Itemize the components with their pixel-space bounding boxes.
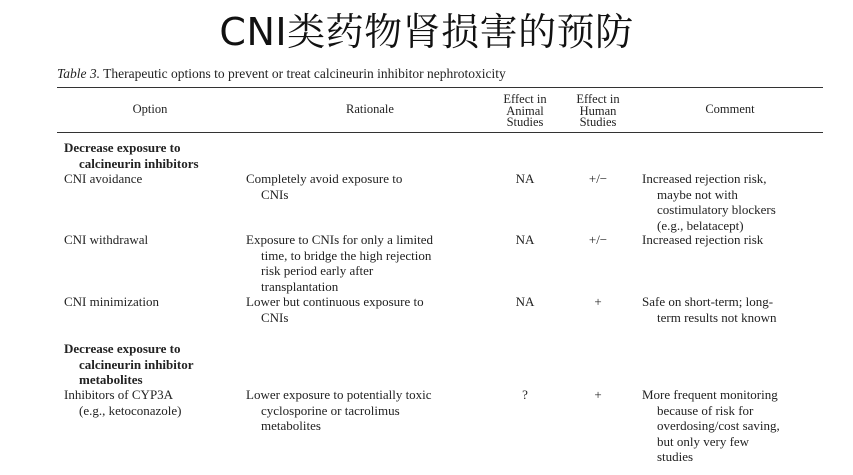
rationale-line: Completely avoid exposure to bbox=[246, 171, 403, 186]
section-heading-line: calcineurin inhibitor bbox=[79, 356, 194, 372]
row-animal-effect: NA bbox=[515, 294, 535, 309]
row-comment: Increased rejection risk bbox=[642, 232, 764, 247]
row-option: CNI minimization bbox=[64, 294, 159, 309]
header-animal-line: Animal bbox=[506, 103, 544, 118]
row-animal-effect: ? bbox=[522, 387, 528, 402]
rationale-line: time, to bridge the high rejection bbox=[261, 247, 432, 263]
header-option: Option bbox=[132, 102, 168, 116]
rationale-line: transplantation bbox=[261, 278, 339, 294]
rationale-line: risk period early after bbox=[261, 263, 374, 278]
row-human-effect: + bbox=[594, 387, 602, 402]
rationale-line: cyclosporine or tacrolimus bbox=[261, 402, 400, 418]
comment-line: because of risk for bbox=[657, 402, 754, 418]
rationale-line: metabolites bbox=[261, 418, 321, 433]
table-top-rule bbox=[57, 87, 823, 88]
row-human-effect: +/− bbox=[588, 171, 608, 186]
row-human-effect: +/− bbox=[588, 232, 608, 247]
rationale-line: Lower but continuous exposure to bbox=[246, 294, 424, 309]
row-rationale bbox=[246, 232, 496, 294]
caption-label: Table 3. bbox=[57, 66, 101, 81]
header-comment: Comment bbox=[705, 102, 755, 116]
comment-line: Increased rejection risk, bbox=[642, 171, 767, 186]
header-animal-line: Effect in bbox=[503, 92, 547, 106]
comment-line: but only very few bbox=[657, 433, 750, 449]
table-header-rule bbox=[57, 132, 823, 133]
rationale-line: CNIs bbox=[261, 309, 289, 325]
header-rationale: Rationale bbox=[346, 102, 394, 116]
section-heading-line: Decrease exposure to bbox=[64, 341, 181, 356]
comment-line: Safe on short-term; long- bbox=[642, 294, 774, 309]
caption-text: Therapeutic options to prevent or treat calcineurin inhibitor nephrotoxicity bbox=[103, 66, 506, 81]
row-animal-effect: NA bbox=[515, 232, 535, 247]
rationale-line: Exposure to CNIs for only a limited bbox=[246, 232, 434, 247]
comment-line: costimulatory blockers bbox=[657, 202, 776, 217]
section-heading bbox=[64, 341, 284, 388]
comment-line: term results not known bbox=[657, 309, 777, 325]
row-animal-effect: NA bbox=[515, 171, 535, 186]
rationale-line: Lower exposure to potentially toxic bbox=[246, 387, 432, 402]
option-line: (e.g., ketoconazole) bbox=[79, 402, 182, 418]
header-animal-line: Studies bbox=[506, 115, 544, 129]
header-human-line: Studies bbox=[579, 115, 617, 129]
option-line: Inhibitors of CYP3A bbox=[64, 387, 174, 402]
row-comment bbox=[642, 387, 827, 465]
row-human-effect: + bbox=[594, 294, 602, 309]
comment-line: maybe not with bbox=[657, 186, 738, 202]
comment-line: overdosing/cost saving, bbox=[657, 418, 780, 433]
section-heading-line: calcineurin inhibitors bbox=[79, 155, 199, 171]
comment-line: studies bbox=[657, 449, 694, 464]
header-human bbox=[568, 94, 628, 129]
row-comment bbox=[642, 294, 827, 325]
row-option bbox=[64, 387, 244, 418]
row-comment bbox=[642, 171, 827, 233]
comment-line: (e.g., belatacept) bbox=[657, 217, 744, 233]
comment-line: More frequent monitoring bbox=[642, 387, 778, 402]
header-human-line: Human bbox=[579, 103, 617, 118]
header-animal bbox=[495, 94, 555, 129]
row-rationale bbox=[246, 387, 496, 434]
table-caption bbox=[57, 66, 506, 82]
section-heading bbox=[64, 140, 284, 171]
header-human-line: Effect in bbox=[576, 92, 620, 106]
row-option: CNI avoidance bbox=[64, 171, 143, 186]
rationale-line: CNIs bbox=[261, 186, 289, 202]
slide-title: CNI类药物肾损害的预防 bbox=[219, 10, 634, 54]
row-rationale bbox=[246, 294, 496, 325]
section-heading-line: metabolites bbox=[79, 372, 143, 387]
section-heading-line: Decrease exposure to bbox=[64, 140, 181, 155]
row-rationale bbox=[246, 171, 496, 202]
row-option: CNI withdrawal bbox=[64, 232, 149, 247]
